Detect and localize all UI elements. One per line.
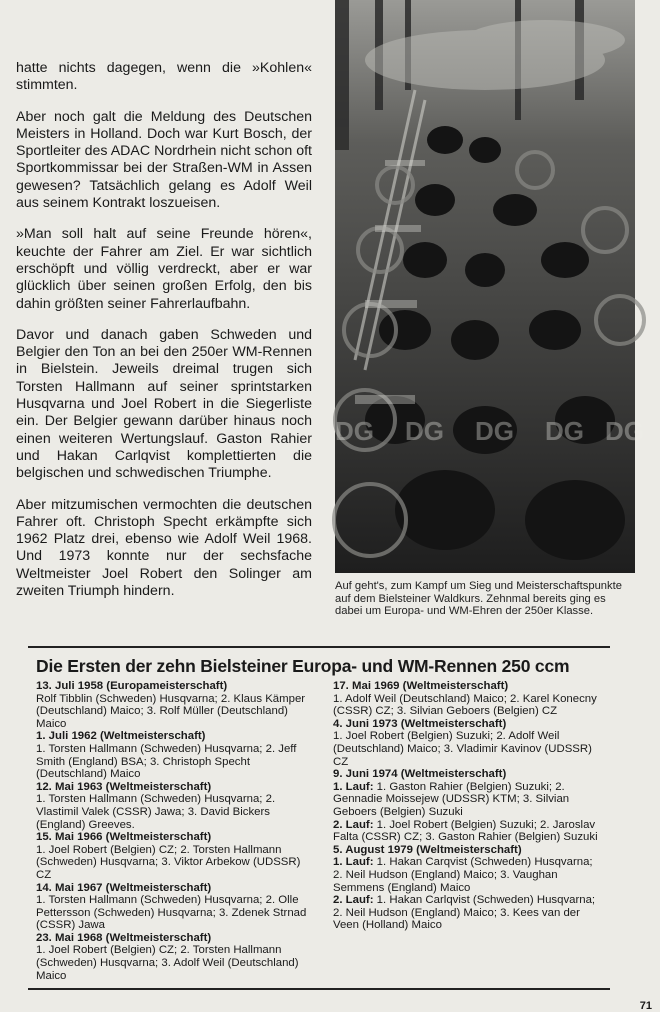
photo-watermark: DG [475, 416, 514, 446]
race-heat-1 [333, 856, 605, 894]
heat-results: 1. Gaston Rahier (Belgien) Suzuki; 2. Gennadie Moissejew (UDSSR) KTM; 3. Silvian Geboers (Belgien) Suzuki [333, 780, 570, 818]
heat-label: 2. Lauf: [333, 894, 374, 907]
heat-results: 1. Hakan Carqvist (Schweden) Husqvarna; 2. Neil Hudson (England) Maico; 3. Vaughan Semmens (England) Maico [333, 856, 593, 894]
race-entry [36, 932, 308, 982]
photo-watermark: DG [335, 416, 374, 446]
photo-watermark: DG [545, 416, 584, 446]
motocross-start-photo [335, 0, 644, 573]
race-results: 1. Joel Robert (Belgien) CZ; 2. Torsten Hallmann (Schweden) Husqvarna; 3. Viktor Arbekow (UDSSR) CZ [36, 843, 301, 881]
article-paragraph: hatte nichts dagegen, wenn die »Kohlen« stimmten. [16, 60, 312, 94]
race-heat-2 [333, 819, 605, 844]
race-results: Rolf Tibblin (Schweden) Husqvarna; 2. Klaus Kämper (Deutschland) Maico; 3. Rolf Müller (Deutschland) Maico [36, 692, 306, 730]
race-date: 4. Juni 1973 (Weltmeisterschaft) [333, 717, 507, 730]
race-results: 1. Joel Robert (Belgien) CZ; 2. Torsten Hallmann (Schweden) Husqvarna; 3. Adolf Weil (Deutschland) Maico [36, 944, 299, 982]
race-entry [333, 680, 605, 718]
race-date: 13. Juli 1958 (Europameisterschaft) [36, 680, 228, 692]
results-box [28, 646, 610, 990]
race-entry [36, 781, 308, 831]
race-results: 1. Torsten Hallmann (Schweden) Husqvarna; 2. Olle Pettersson (Schweden) Husqvarna; 3. Zdenek Strnad (CSSR) Jawa [36, 894, 307, 932]
race-date: 12. Mai 1963 (Weltmeisterschaft) [36, 780, 212, 793]
results-column-left [36, 680, 308, 982]
race-date: 14. Mai 1967 (Weltmeisterschaft) [36, 881, 212, 894]
race-entry [36, 730, 308, 780]
heat-results: 1. Joel Robert (Belgien) Suzuki; 2. Jaroslav Falta (CSSR) CZ; 3. Gaston Rahier (Belgien) Suzuki [333, 818, 598, 844]
results-title: Die Ersten der zehn Bielsteiner Europa- und WM-Rennen 250 ccm [36, 656, 570, 676]
photo-watermark: DG [405, 416, 444, 446]
heat-label: 1. Lauf: [333, 856, 374, 869]
race-results: 1. Joel Robert (Belgien) Suzuki; 2. Adolf Weil (Deutschland) Maico; 3. Vladimir Kavinov (UDSSR) CZ [333, 730, 592, 768]
race-entry [36, 831, 308, 881]
race-date: 1. Juli 1962 (Weltmeisterschaft) [36, 730, 206, 743]
race-date: 15. Mai 1966 (Weltmeisterschaft) [36, 831, 212, 844]
article-paragraph: Davor und danach gaben Schweden und Belgier den Ton an bei den 250er WM-Rennen in Bielstein. Jeweils dreimal trugen sich Torsten Hallmann auf seiner sprintstarken Husqvarna und Joel Robert in die Siegerliste ein. Der Belgier gewann darüber hinaus noch einen weiteren Wertungslauf. Gaston Rahier und Hakan Carlqvist komplettierten die belgischen und schwedischen Triumphe. [16, 326, 312, 482]
photo-watermark: DG [605, 416, 644, 446]
heat-label: 2. Lauf: [333, 818, 374, 831]
heat-results: 1. Hakan Carlqvist (Schweden) Husqvarna; 2. Neil Hudson (England) Maico; 3. Kees van der Veen (Holland) Maico [333, 894, 596, 932]
race-entry [333, 844, 605, 932]
article-paragraph: »Man soll halt auf seine Freunde hören«, keuchte der Fahrer am Ziel. Er war sichtlich erschöpft und völlig verdreckt, aber er war glücklich über seinen großen Erfolg, den bis dahin größten seiner Fahrerlaufbahn. [16, 226, 312, 312]
race-date: 5. August 1979 (Weltmeisterschaft) [333, 843, 522, 856]
results-column-right [333, 680, 605, 932]
race-entry [36, 680, 308, 730]
race-entry [333, 718, 605, 768]
photo-caption: Auf geht's, zum Kampf um Sieg und Meisterschaftspunkte auf dem Bielsteiner Waldkurs. Zehnmal bereits ging es dabei um Europa- und WM-Ehren der 250er Klasse. [335, 580, 622, 618]
article-paragraph: Aber noch galt die Meldung des Deutschen Meisters in Holland. Doch war Kurt Bosch, der Sportleiter des ADAC Nordrhein nicht schon oft Sportkommissar bei der Straßen-WM in Assen gewesen? Tatsächlich gelang es Adolf Weil aus seinem Kontrakt loszueisen. [16, 108, 312, 212]
race-results: 1. Adolf Weil (Deutschland) Maico; 2. Karel Konecny (CSSR) CZ; 3. Silvian Geboers (Belgien) CZ [333, 692, 597, 718]
page-number: 71 [639, 1000, 652, 1012]
race-entry [36, 882, 308, 932]
race-date: 9. Juni 1974 (Weltmeisterschaft) [333, 768, 507, 781]
heat-label: 1. Lauf: [333, 780, 374, 793]
race-date: 17. Mai 1969 (Weltmeisterschaft) [333, 680, 509, 692]
race-heat-1 [333, 781, 605, 819]
race-date: 23. Mai 1968 (Weltmeisterschaft) [36, 931, 212, 944]
race-heat-2 [333, 894, 605, 932]
article-text-column [16, 60, 312, 614]
article-paragraph: Aber mitzumischen vermochten die deutschen Fahrer oft. Christoph Specht erkämpfte sich 1962 Platz drei, ebenso wie Adolf Weil 1968. Und 1973 konnte nur der sechsfache Weltmeister Joel Robert den Solinger am zweiten Triumph hindern. [16, 496, 312, 600]
race-entry [333, 768, 605, 844]
race-results: 1. Torsten Hallmann (Schweden) Husqvarna; 2. Jeff Smith (England) BSA; 3. Christoph Specht (Deutschland) Maico [36, 742, 297, 781]
race-results: 1. Torsten Hallmann (Schweden) Husqvarna; 2. Vlastimil Valek (CSSR) Jawa; 3. David Bickers (England) Greeves. [36, 793, 276, 831]
